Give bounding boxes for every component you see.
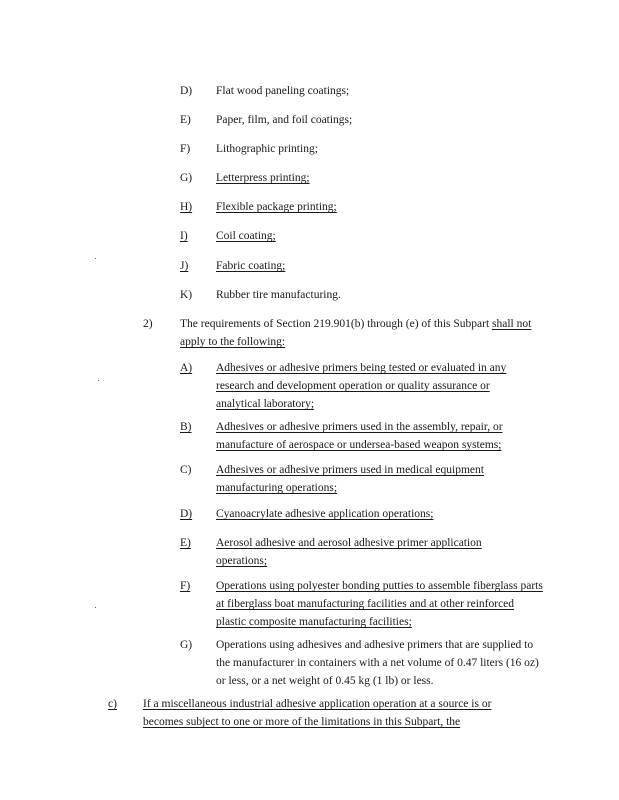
list-item-text: Adhesives or adhesive primers being tested or evaluated in any research and development operation or quality assurance or analytical laboratory; [216,362,507,410]
list-item-label: C) [180,464,192,476]
list-item-label: F) [180,143,191,155]
item-2-text [180,315,550,351]
list-item-label: B) [180,421,192,433]
item-2-label: 2) [143,318,153,330]
list-item-text: Operations using adhesives and adhesive primers that are supplied to the manufacturer in containers with a net volume of 0.47 liters (16 oz) or less, or a net weight of 0.45 kg (1 lb) or less. [216,639,539,687]
scan-speck [95,607,96,608]
list-item-text: Letterpress printing; [216,172,310,184]
list-item-text: Operations using polyester bonding putties to assemble fiberglass parts at fiberglass boat manufacturing facilities and at other reinforced plastic composite manufacturing facilities; [216,580,543,628]
list-item-text: Flexible package printing; [216,201,337,213]
item-c-label: c) [108,698,117,710]
list-item-label: A) [180,362,193,374]
list-item-text: Lithographic printing; [216,143,318,155]
list-item-text: Paper, film, and foil coatings; [216,114,353,126]
list-item-label: J) [180,260,189,272]
item-2-text-part1: The requirements of Section 219.901(b) through (e) of this Subpart [180,318,493,330]
list-item-label: I) [180,230,188,242]
list-item-text: Cyanoacrylate adhesive application operations; [216,508,434,520]
list-item-text: Aerosol adhesive and aerosol adhesive primer application operations; [216,537,482,567]
list-item-text: Adhesives or adhesive primers used in medical equipment manufacturing operations; [216,464,484,494]
list-item-label: E) [180,114,191,126]
list-item-label: H) [180,201,193,213]
list-item-label: D) [180,85,193,97]
list-item-text: Fabric coating; [216,260,286,272]
list-item-label: K) [180,289,193,301]
list-item-label: G) [180,639,193,651]
scan-speck [95,258,96,259]
list-item-text: Rubber tire manufacturing. [216,289,341,301]
list-item-text: Coil coating; [216,230,276,242]
list-item-label: G) [180,172,193,184]
item-c-text: If a miscellaneous industrial adhesive application operation at a source is or becomes subject to one or more of the limitations in this Subpart, the [143,698,492,728]
list-item-text: Adhesives or adhesive primers used in the assembly, repair, or manufacture of aerospace or undersea-based weapon systems; [216,421,503,451]
item-2-text-part2: shall not apply to the following: [180,318,532,348]
list-item-label: F) [180,580,191,592]
list-item-label: D) [180,508,193,520]
list-item-text: Flat wood paneling coatings; [216,85,350,97]
list-item-label: E) [180,537,191,549]
scan-speck [98,380,99,381]
